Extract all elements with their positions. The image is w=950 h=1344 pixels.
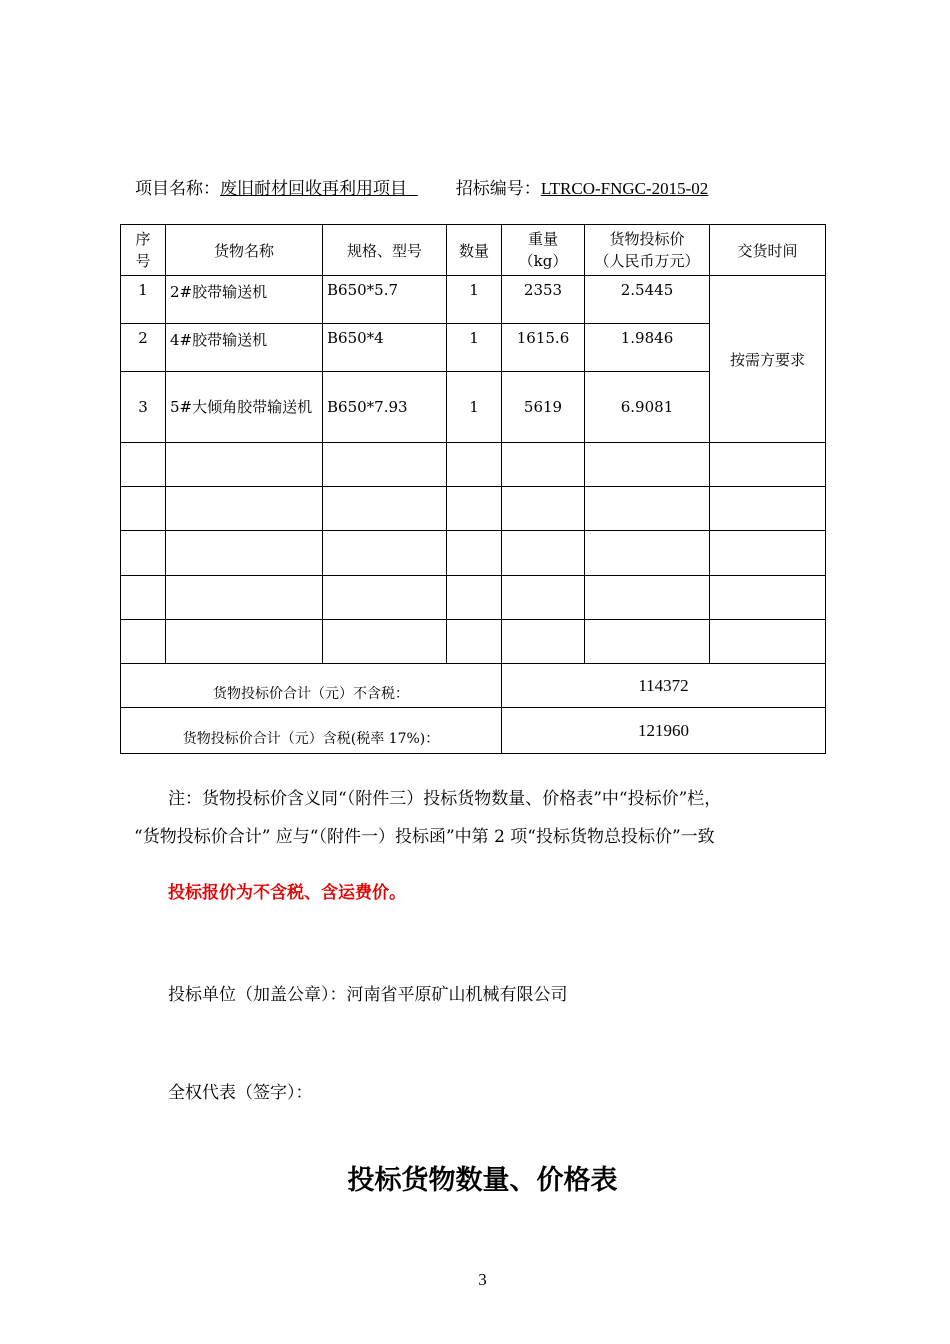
row-seq: 3 bbox=[121, 372, 166, 443]
delivery-cell: 按需方要求 bbox=[710, 276, 826, 443]
row-spec: B650*4 bbox=[323, 324, 447, 372]
row-seq: 2 bbox=[121, 324, 166, 372]
total-incl-label: 货物投标价合计（元）含税(税率 17%)： bbox=[121, 708, 502, 754]
bid-label: 招标编号： bbox=[455, 179, 541, 199]
row-weight: 1615.6 bbox=[502, 324, 585, 372]
row-name: 2#胶带输送机 bbox=[166, 276, 323, 324]
total-excl-label: 货物投标价合计（元）不含税： bbox=[121, 664, 502, 708]
row-weight: 5619 bbox=[502, 372, 585, 443]
row-spec: B650*5.7 bbox=[323, 276, 447, 324]
bidder-line: 投标单位（加盖公章）：河南省平原矿山机械有限公司 bbox=[168, 985, 568, 1005]
empty-row bbox=[121, 531, 826, 576]
header-qty: 数量 bbox=[447, 225, 502, 276]
total-excl-row bbox=[121, 664, 826, 708]
header-seq: 序 号 bbox=[121, 225, 166, 276]
row-seq: 1 bbox=[121, 276, 166, 324]
header-spec: 规格、型号 bbox=[323, 225, 447, 276]
project-name: 废旧耐材回收再利用项目 bbox=[220, 179, 407, 199]
bid-number: LTRCO-FNGC-2015-02 bbox=[540, 179, 709, 198]
total-incl-row bbox=[121, 708, 826, 754]
empty-row bbox=[121, 620, 826, 664]
row-price: 1.9846 bbox=[585, 324, 710, 372]
row-price: 2.5445 bbox=[585, 276, 710, 324]
project-label: 项目名称： bbox=[135, 179, 220, 199]
row-price: 6.9081 bbox=[585, 372, 710, 443]
row-weight: 2353 bbox=[502, 276, 585, 324]
representative-line: 全权代表（签字）： bbox=[168, 1083, 313, 1103]
row-qty: 1 bbox=[447, 324, 502, 372]
note-block bbox=[120, 780, 840, 856]
header-line bbox=[135, 174, 708, 199]
goods-price-table bbox=[120, 224, 826, 754]
row-qty: 1 bbox=[447, 372, 502, 443]
row-qty: 1 bbox=[447, 276, 502, 324]
row-name: 5#大倾角胶带输送机 bbox=[166, 372, 323, 443]
row-name: 4#胶带输送机 bbox=[166, 324, 323, 372]
row-spec: B650*7.93 bbox=[323, 372, 447, 443]
header-delivery: 交货时间 bbox=[710, 225, 826, 276]
table-row bbox=[121, 276, 826, 324]
note-line-1: 注：货物投标价含义同“（附件三）投标货物数量、价格表”中“投标价”栏， bbox=[168, 789, 722, 809]
header-price: 货物投标价 （人民币万元） bbox=[585, 225, 710, 276]
total-incl-value: 121960 bbox=[502, 708, 826, 754]
total-excl-value: 114372 bbox=[502, 664, 826, 708]
empty-row bbox=[121, 487, 826, 531]
header-name: 货物名称 bbox=[166, 225, 323, 276]
table-header-row bbox=[121, 225, 826, 276]
empty-row bbox=[121, 443, 826, 487]
note-line-2: “货物投标价合计” 应与“（附件一）投标函”中第 2 项“投标货物总投标价”一致 bbox=[134, 827, 715, 847]
red-note: 投标报价为不含税、含运费价。 bbox=[168, 883, 406, 903]
empty-row bbox=[121, 576, 826, 620]
section-title: 投标货物数量、价格表 bbox=[347, 1165, 618, 1196]
header-weight: 重量 （kg） bbox=[502, 225, 585, 276]
page-number: 3 bbox=[478, 1270, 487, 1289]
